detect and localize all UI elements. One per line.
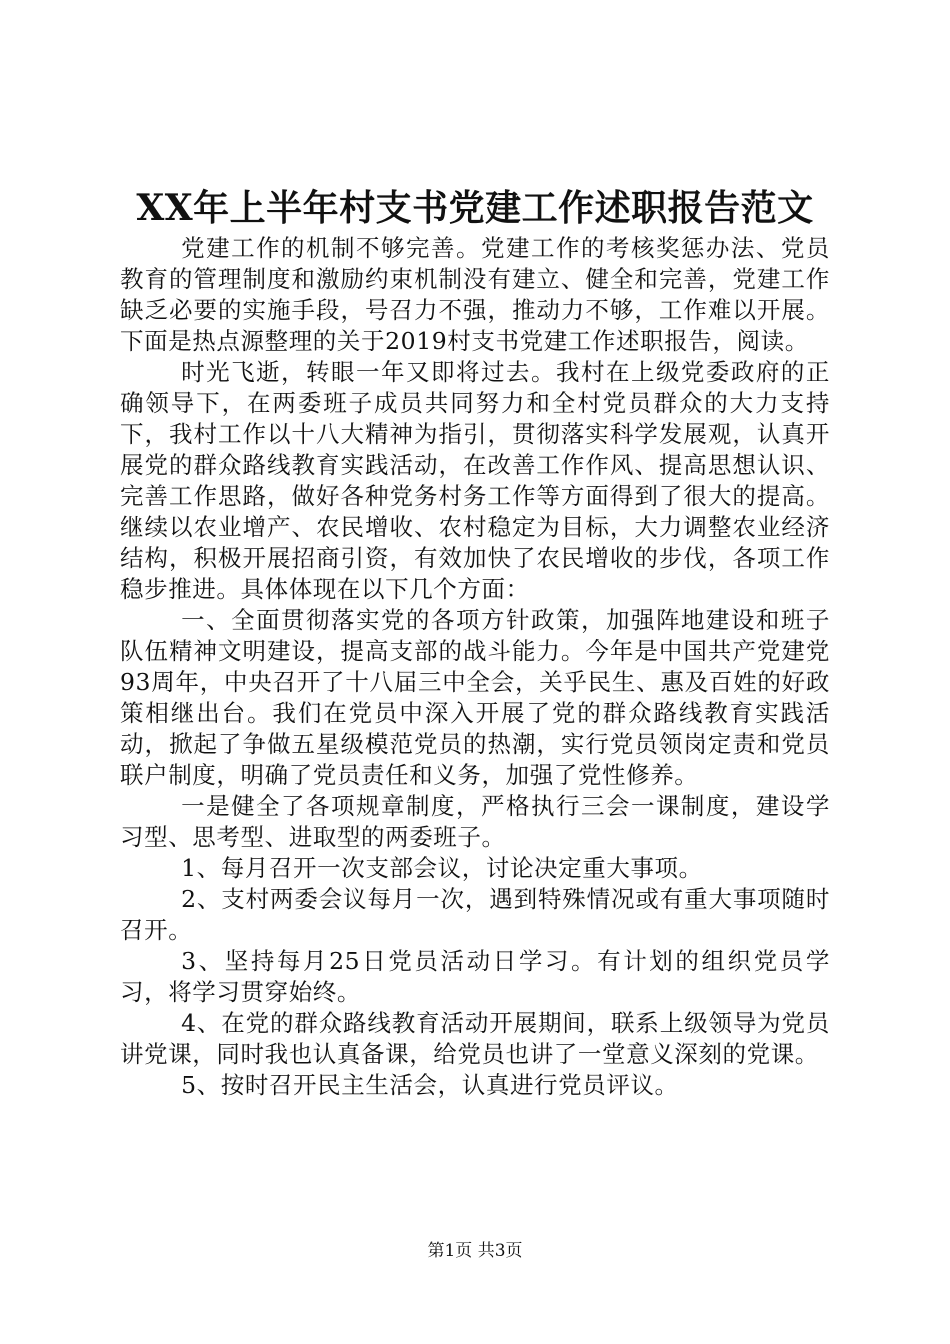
list-item-1: 1、每月召开一次支部会议，讨论决定重大事项。 bbox=[181, 854, 703, 882]
list-item-3: 3、坚持每月25日党员活动日学习。有计划的组织党员学习，将学习贯穿始终。 bbox=[120, 947, 830, 1006]
document-title: XX年上半年村支书党建工作述职报告范文 bbox=[136, 187, 814, 229]
paragraph-section-one: 一、全面贯彻落实党的各项方针政策，加强阵地建设和班子队伍精神文明建设，提高支部的战斗能力。今年是中国共产党建党93周年，中央召开了十八届三中全会，关乎民生、惠及百姓的好政策相继出台。我们在党员中深入开展了党的群众路线教育实践活动，掀起了争做五星级模范党员的热潮，实行党员领岗定责和党员联户制度，明确了党员责任和义务，加强了党性修养。 bbox=[120, 606, 830, 789]
paragraph-rules: 一是健全了各项规章制度，严格执行三会一课制度，建设学习型、思考型、进取型的两委班子。 bbox=[120, 792, 830, 851]
document-body bbox=[120, 233, 830, 1101]
list-item-4: 4、在党的群众路线教育活动开展期间，联系上级领导为党员讲党课，同时我也认真备课，给党员也讲了一堂意义深刻的党课。 bbox=[120, 1009, 830, 1068]
paragraph-intro: 党建工作的机制不够完善。党建工作的考核奖惩办法、党员教育的管理制度和激励约束机制没有建立、健全和完善，党建工作缺乏必要的实施手段，号召力不强，推动力不够，工作难以开展。下面是热点源整理的关于2019村支书党建工作述职报告，阅读。 bbox=[120, 234, 830, 355]
list-item-2: 2、支村两委会议每月一次，遇到特殊情况或有重大事项随时召开。 bbox=[120, 885, 830, 944]
list-item-5: 5、按时召开民主生活会，认真进行党员评议。 bbox=[181, 1071, 679, 1099]
page-footer: 第1页 共3页 bbox=[427, 1241, 523, 1261]
paragraph-review: 时光飞逝，转眼一年又即将过去。我村在上级党委政府的正确领导下，在两委班子成员共同努力和全村党员群众的大力支持下，我村工作以十八大精神为指引，贯彻落实科学发展观，认真开展党的群众路线教育实践活动，在改善工作作风、提高思想认识、完善工作思路，做好各种党务村务工作等方面得到了很大的提高。继续以农业增产、农民增收、农村稳定为目标，大力调整农业经济结构，积极开展招商引资，有效加快了农民增收的步伐，各项工作稳步推进。具体体现在以下几个方面： bbox=[120, 358, 830, 603]
